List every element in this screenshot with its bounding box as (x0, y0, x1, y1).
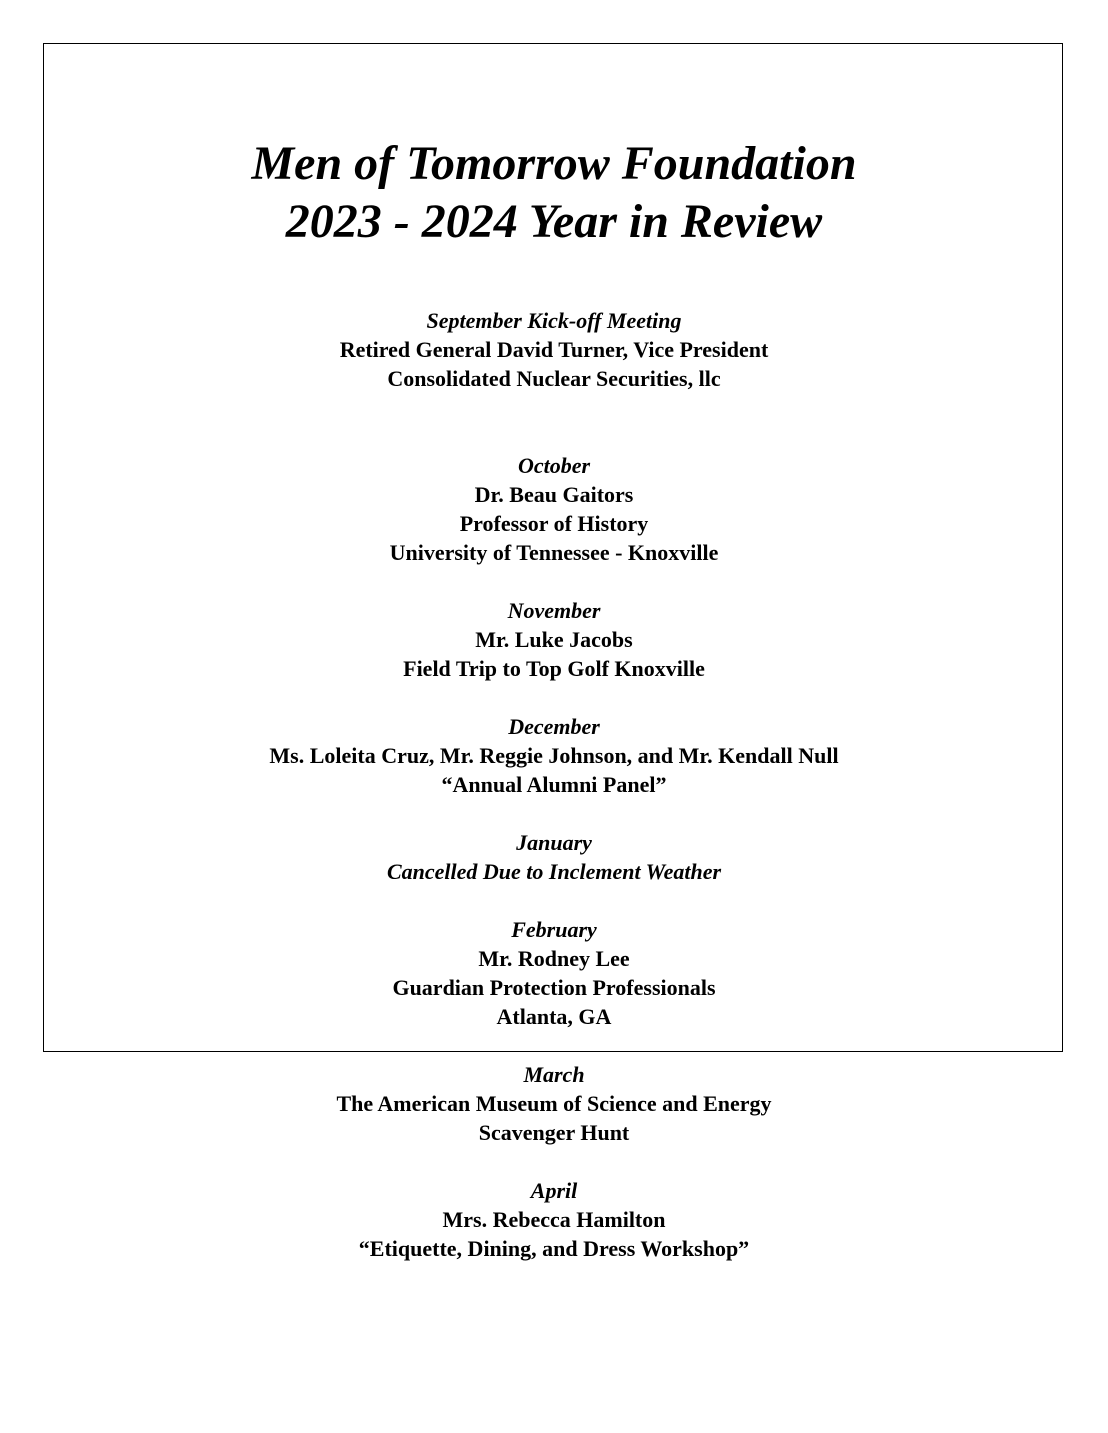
event-december (0, 712, 1108, 799)
event-month: April (530, 1178, 578, 1203)
event-detail: Cancelled Due to Inclement Weather (386, 859, 722, 884)
event-detail: Guardian Protection Professionals (392, 975, 716, 1000)
event-march (0, 1060, 1108, 1147)
event-detail: Consolidated Nuclear Securities, llc (387, 366, 721, 391)
event-month: December (508, 714, 600, 739)
event-detail: Atlanta, GA (496, 1004, 612, 1029)
event-detail: “Etiquette, Dining, and Dress Workshop” (358, 1236, 750, 1261)
event-detail: The American Museum of Science and Energy (336, 1091, 772, 1116)
event-detail: Ms. Loleita Cruz, Mr. Reggie Johnson, and Mr. Kendall Null (269, 743, 839, 768)
event-detail: “Annual Alumni Panel” (441, 772, 667, 797)
event-january (0, 828, 1108, 886)
event-february (0, 915, 1108, 1031)
event-month: September Kick-off Meeting (426, 308, 682, 333)
event-october (0, 451, 1108, 567)
event-month: January (516, 830, 592, 855)
event-april (0, 1176, 1108, 1263)
title-line-2: 2023 - 2024 Year in Review (285, 195, 823, 248)
event-month: November (507, 598, 601, 623)
title-line-1: Men of Tomorrow Foundation (251, 137, 857, 190)
event-detail: Field Trip to Top Golf Knoxville (403, 656, 705, 681)
event-september (0, 306, 1108, 393)
events-list (0, 306, 1108, 1263)
event-detail: Mr. Rodney Lee (478, 946, 630, 971)
event-detail: Scavenger Hunt (478, 1120, 630, 1145)
event-detail: University of Tennessee - Knoxville (389, 540, 719, 565)
event-detail: Retired General David Turner, Vice President (339, 337, 769, 362)
event-month: October (517, 453, 591, 478)
event-november (0, 596, 1108, 683)
document-title (0, 135, 1108, 251)
event-detail: Dr. Beau Gaitors (474, 482, 634, 507)
event-month: March (523, 1062, 585, 1087)
event-detail: Mrs. Rebecca Hamilton (442, 1207, 666, 1232)
event-detail: Mr. Luke Jacobs (475, 627, 633, 652)
event-detail: Professor of History (459, 511, 649, 536)
event-month: February (511, 917, 597, 942)
